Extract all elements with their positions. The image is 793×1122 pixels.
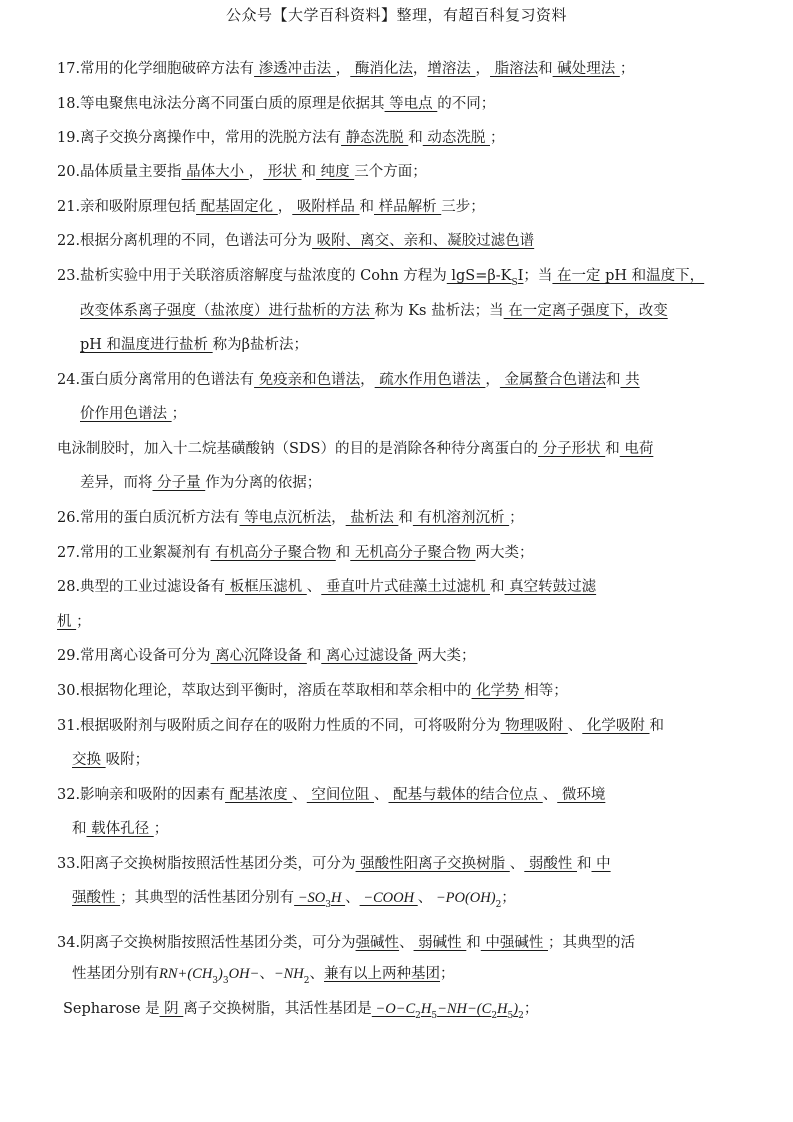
- text-segment: ，: [360, 372, 375, 388]
- text-segment: 、: [345, 890, 360, 906]
- answer-blank: 无机高分子聚合物: [350, 545, 476, 561]
- text-segment: 和: [359, 199, 374, 215]
- answer-blank: 空间位阻: [306, 787, 374, 803]
- answer-blank: −O−C: [371, 1001, 416, 1017]
- answer-blank: H: [497, 1001, 508, 1017]
- answer-blank: −COOH: [359, 890, 418, 906]
- text-line: [72, 888, 516, 915]
- answer-blank: 金属螯合色谱法: [499, 372, 606, 388]
- subscript: 5: [431, 1011, 438, 1021]
- text-segment: ；: [171, 406, 187, 422]
- text-segment: 23.盐析实验中用于关联溶质溶解度与盐浓度的 Cohn 方程为: [57, 268, 447, 284]
- answer-blank: lgS=β-K: [446, 268, 512, 284]
- text-segment: ；: [619, 61, 635, 77]
- answer-blank: 兼有以上两种基团: [324, 966, 441, 982]
- text-segment: ，: [412, 61, 428, 77]
- text-line: [80, 301, 668, 321]
- answer-blank: 盐析法: [345, 510, 399, 526]
- text-segment: ；: [509, 510, 524, 526]
- text-segment: ；: [153, 821, 169, 837]
- answer-blank: 在一定离子强度下，改变: [503, 303, 668, 319]
- answer-blank: 渗透冲击法: [254, 61, 336, 77]
- text-segment: 34.阴离子交换树脂按照活性基团分类，可分为: [57, 935, 356, 951]
- text-segment: 和: [306, 648, 322, 664]
- answer-blank: 碱处理法: [552, 61, 620, 77]
- answer-blank: 板框压滤机: [225, 579, 307, 595]
- text-line: [80, 404, 186, 424]
- text-segment: OH−: [228, 966, 260, 982]
- answer-blank: 价作用色谱法: [80, 406, 172, 422]
- text-line: [57, 370, 640, 390]
- answer-blank: 配基浓度: [225, 787, 293, 803]
- answer-blank: 吸附、离交、亲和、凝胶过滤色谱: [312, 233, 535, 249]
- text-segment: 18.等电聚焦电泳法分离不同蛋白质的原理是依据其: [57, 96, 385, 112]
- text-segment: 性基团分别有: [72, 966, 159, 982]
- text-segment: 和: [398, 510, 413, 526]
- answer-blank: 电荷: [619, 441, 654, 457]
- text-segment: 、: [417, 890, 433, 906]
- answer-blank: 弱酸性: [524, 856, 577, 872]
- answer-blank: pH 和温度进行盐析: [80, 337, 213, 353]
- answer-blank: 强酸性阳离子交换树脂: [355, 856, 510, 872]
- text-segment: ；当: [523, 268, 553, 284]
- answer-blank: 配基与载体的结合位点: [388, 787, 543, 803]
- text-segment: 28.典型的工业过滤设备有: [57, 579, 226, 595]
- text-line: [57, 646, 476, 666]
- text-segment: 和: [490, 579, 505, 595]
- text-segment: 和: [72, 821, 87, 837]
- text-line: [57, 933, 635, 953]
- text-segment: 和: [408, 130, 423, 146]
- text-segment: 33.阳离子交换树脂按照活性基团分类，可分为: [57, 856, 356, 872]
- text-segment: 和: [605, 441, 620, 457]
- text-line: [57, 854, 611, 874]
- answer-blank: 化学势: [471, 683, 525, 699]
- answer-blank: 有机溶剂沉析: [412, 510, 510, 526]
- subscript: 2: [491, 1011, 498, 1021]
- answer-blank: −SO: [294, 890, 326, 906]
- text-segment: 19.离子交换分离操作中，常用的洗脱方法有: [57, 130, 342, 146]
- answer-blank: 样品解析: [374, 199, 442, 215]
- subscript: 2: [303, 976, 310, 986]
- text-line: [57, 785, 605, 805]
- answer-blank: 交换: [72, 752, 106, 768]
- text-line: [63, 999, 538, 1026]
- answer-blank: 动态洗脱: [422, 130, 490, 146]
- answer-blank: 脂溶法: [490, 61, 539, 77]
- text-segment: ；: [76, 614, 91, 630]
- answer-blank: 物理吸附: [500, 718, 568, 734]
- answer-blank: 离心过滤设备: [321, 648, 418, 664]
- answer-blank: 微环境: [557, 787, 606, 803]
- text-segment: 、: [309, 966, 325, 982]
- text-segment: ，: [248, 164, 264, 180]
- answer-blank: 免疫亲和色谱法: [254, 372, 361, 388]
- answer-blank: 配基固定化: [196, 199, 278, 215]
- subscript: S: [511, 278, 518, 288]
- answer-blank: −NH−(C: [437, 1001, 492, 1017]
- text-line: [57, 508, 524, 528]
- answer-blank: I: [517, 268, 524, 284]
- answer-blank: 在一定 pH 和温度下，: [552, 268, 705, 284]
- text-segment: 两大类；: [417, 648, 476, 664]
- subscript: 3: [212, 976, 219, 986]
- answer-blank: 分子量: [152, 475, 206, 491]
- text-segment: 三个方面；: [354, 164, 427, 180]
- answer-blank: 酶消化法: [350, 61, 413, 77]
- subscript: 2: [518, 1011, 524, 1021]
- text-segment: 差异，而将: [80, 475, 153, 491]
- answer-blank: 晶体大小: [181, 164, 249, 180]
- answer-blank: 分子形状: [538, 441, 606, 457]
- text-line: [57, 128, 505, 148]
- answer-blank: 等电点沉析法: [239, 510, 332, 526]
- text-line: [57, 612, 91, 632]
- text-segment: 相等；: [524, 683, 568, 699]
- text-segment: 17.常用的化学细胞破碎方法有: [57, 61, 255, 77]
- subscript: 3: [222, 976, 229, 986]
- answer-blank: 纯度: [316, 164, 355, 180]
- text-segment: −PO(OH): [432, 890, 496, 906]
- text-segment: 和: [466, 935, 481, 951]
- subscript: 3: [325, 900, 331, 910]
- text-segment: 和: [649, 718, 664, 734]
- answer-blank: 阴: [159, 1001, 184, 1017]
- text-segment: 电泳制胶时，加入十二烷基磺酸钠（SDS）的目的是消除各种待分离蛋白的: [57, 441, 538, 457]
- text-segment: ，: [475, 61, 490, 77]
- subscript: 2: [495, 900, 502, 910]
- text-segment: 、: [567, 718, 583, 734]
- text-line: [57, 94, 495, 114]
- text-line: [57, 716, 664, 736]
- text-line: [72, 819, 168, 839]
- text-line: [57, 197, 485, 217]
- answer-blank: 共: [620, 372, 640, 388]
- text-segment: 、: [542, 787, 558, 803]
- page-header: 公众号【大学百科资料】整理，有超百科复习资料: [225, 6, 567, 24]
- text-segment: −NH: [273, 966, 304, 982]
- text-line: [72, 964, 455, 991]
- text-segment: 称为 Ks 盐析法；当: [374, 303, 504, 319]
- text-segment: ；: [440, 966, 455, 982]
- text-segment: 31.根据吸附剂与吸附质之间存在的吸附力性质的不同，可将吸附分为: [57, 718, 501, 734]
- answer-blank: 垂直叶片式硅藻土过滤机: [321, 579, 490, 595]
- text-segment: 、: [292, 787, 307, 803]
- text-line: [80, 335, 308, 355]
- text-segment: ；: [490, 130, 505, 146]
- text-segment: 22.根据分离机理的不同，色谱法可分为: [57, 233, 313, 249]
- text-segment: 30.根据物化理论，萃取达到平衡时，溶质在萃取相和萃余相中的: [57, 683, 472, 699]
- answer-blank: 中强碱性: [480, 935, 548, 951]
- text-segment: 吸附；: [105, 752, 150, 768]
- text-segment: 称为β盐析法；: [212, 337, 309, 353]
- text-segment: ，: [277, 199, 293, 215]
- text-segment: ，: [485, 372, 500, 388]
- text-line: [57, 266, 704, 293]
- text-segment: 作为分离的依据；: [205, 475, 322, 491]
- text-segment: 24.蛋白质分离常用的色谱法有: [57, 372, 255, 388]
- answer-blank: ): [513, 1001, 519, 1017]
- text-segment: ，: [335, 61, 351, 77]
- text-line: [72, 750, 149, 770]
- text-segment: ；: [523, 1001, 539, 1017]
- text-segment: RN+(CH: [159, 966, 213, 982]
- answer-blank: 有机高分子聚合物: [210, 545, 336, 561]
- text-line: [57, 681, 568, 701]
- subscript: 2: [415, 1011, 421, 1021]
- answer-blank: H: [330, 890, 346, 906]
- answer-blank: 机: [57, 614, 77, 630]
- answer-blank: 静态洗脱: [341, 130, 409, 146]
- text-segment: ；其典型的活: [548, 935, 635, 951]
- text-line: [57, 439, 653, 459]
- text-segment: Sepharose 是: [63, 1001, 160, 1017]
- answer-blank: 真空转鼓过滤: [504, 579, 597, 595]
- answer-blank: 弱碱性: [413, 935, 467, 951]
- text-segment: 的不同；: [437, 96, 496, 112]
- text-segment: 和: [538, 61, 553, 77]
- text-line: [57, 162, 427, 182]
- text-line: [57, 231, 534, 251]
- text-segment: 20.晶体质量主要指: [57, 164, 182, 180]
- answer-blank: 增溶法: [427, 61, 476, 77]
- answer-blank: 中: [591, 856, 611, 872]
- answer-blank: 等电点: [384, 96, 438, 112]
- answer-blank: 离心沉降设备: [210, 648, 307, 664]
- text-segment: 离子交换树脂，其活性基团是: [183, 1001, 372, 1017]
- text-segment: 27.常用的工业絮凝剂有: [57, 545, 211, 561]
- text-segment: 21.亲和吸附原理包括: [57, 199, 197, 215]
- text-segment: 、: [259, 966, 274, 982]
- text-segment: ): [218, 966, 223, 982]
- answer-blank: 改变体系离子强度（盐浓度）进行盐析的方法: [80, 303, 375, 319]
- text-segment: ；其典型的活性基团分别有: [120, 890, 295, 906]
- text-segment: 和: [577, 856, 592, 872]
- text-segment: 两大类；: [475, 545, 534, 561]
- answer-blank: 化学吸附: [582, 718, 650, 734]
- answer-blank: 载体孔径: [86, 821, 154, 837]
- text-line: [57, 577, 596, 597]
- text-segment: 三步；: [441, 199, 485, 215]
- text-segment: ，: [331, 510, 346, 526]
- answer-blank: 强碱性: [355, 935, 400, 951]
- text-segment: 、: [509, 856, 525, 872]
- text-segment: ；: [501, 890, 516, 906]
- answer-blank: H: [420, 1001, 432, 1017]
- text-segment: 、: [374, 787, 389, 803]
- text-line: [57, 59, 634, 79]
- text-line: [57, 543, 534, 563]
- text-segment: 32.影响亲和吸附的因素有: [57, 787, 226, 803]
- text-segment: 26.常用的蛋白质沉析方法有: [57, 510, 240, 526]
- text-segment: 和: [301, 164, 316, 180]
- text-segment: 29.常用离心设备可分为: [57, 648, 211, 664]
- text-line: [80, 473, 321, 493]
- text-segment: 和: [335, 545, 351, 561]
- text-segment: 、: [399, 935, 414, 951]
- subscript: 5: [507, 1011, 514, 1021]
- answer-blank: 形状: [263, 164, 302, 180]
- answer-blank: 吸附样品: [292, 199, 360, 215]
- text-segment: 、: [306, 579, 322, 595]
- text-segment: 和: [606, 372, 621, 388]
- answer-blank: 强酸性: [72, 890, 121, 906]
- answer-blank: 疏水作用色谱法: [374, 372, 486, 388]
